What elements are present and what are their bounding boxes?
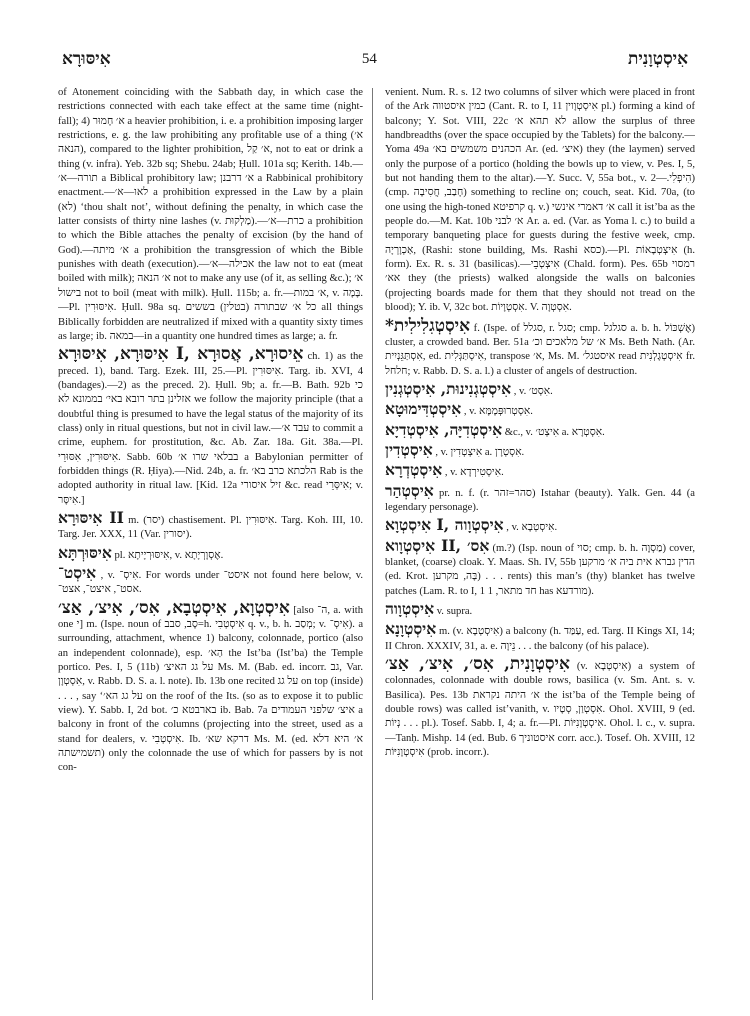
entry-text: venient. Num. R. s. 12 two columns of silver which were placed in front of the Ark כמין איסטווה (Cant. R. to I, 11 אִיסְטְוָוין pl.) forming a kind of balcony; Y. Sot. VIII, 22c לא תהא א׳ allow the surplus of three handbreadths (over the space occupied by the Tablets) for the balcony.—Yoma 49a הכהנים משמשים בא׳ Ar. (ed. איצ׳) they (the laymen) served only the purpose of a portico (holding the bowls up to view, v. Pes. I, 5, but not handing them to the altar).—Y. Succ. V, 55a bot., v. הִיפְלִי.—2) (cmp. חָבַב, חֲסִיבָה) something to recline on; couch, seat. Kid. 70a, (to one using the high-toned קרפיטא q. v.) א׳ דאמרי אינשי call it ist’ba as the people do.—M. Kat. 10b א׳ לבני Ar. a. ed. (Var. as Yoma l. c.) to build a temporary banqueting place for guests during the festive week, cmp. אַכְוָרְיָה, (Rashi: stone building, Ms. Rashi כסא).—Pl. אִיצְטְבָאוֹת (h. form). Ex. R. s. 31 (basilicas).—אִיצְטְבֵי (Chald. form). Pes. 65b רמסוי אא׳ they (the priests) walked alongside the walls on balconies (projecting boards made for them that they should not tread on the blood); Y. ib. V, 32c bot. אִסְטְוָיוֹת. V. אִסְטְוָה. (385, 87, 695, 314)
entry-text: [also ה־, a. with one י] m. (Ispe. noun of סָב, סבב=h. אִיסְטְבִי q. v., b. h. מְסַב; v. אִיסְ־). a surrounding, attachment, whence 1) balcony, colonnade, portico (also an independent colonnade), esp. הַא׳ the Ist’ba (Ist’ba) the Temple portico. Pes. I, 5 (11b) על גג האיצ׳ Ms. M. (Bab. ed. incorr. גב, Var. אִסְטְוָן, v. Rabb. D. S. a. l. note). Ib. 13b one recited על גג on top (inside) . . . , say ‘על גג הא׳ on the roof of the Its. (so as to expose it to public view). Y. Sabb. I, 2d bot. בארבטא כ׳ ib. Bab. 7a איצ׳ שלפני העמודים a balcony in front of the columns (projecting into the street, used as a stand for dealers, v. אִיסְטְבִי. Ib. דרקא שא׳ Ms. M. (ed. א׳ היא דלא תשמישתה) only the colonnade the use of which for passers by is not con- (58, 604, 363, 774)
entry-headword: *אִיסְטְגִלִילִית (385, 315, 471, 336)
dictionary-entry (385, 380, 695, 399)
entry-headword: אִיסְטְוָא, אִיסְטְבָא, אִס׳, אִיצ׳, אַצ׳ (58, 597, 290, 618)
dictionary-entry (385, 655, 695, 760)
running-head-left: אִיסּוּרָא (62, 49, 111, 68)
entry-text: &c., v. אִיצְט׳ a. אִסְטְרָא. (504, 426, 605, 438)
entry-headword: אִיסְטְוָנִית, אִס׳, אִיצ׳, אַצ׳ (385, 654, 570, 675)
entry-text: of Atonement coinciding with the Sabbath day, in which case the restrictions connected with each take effect at the same time (night-fall); 4) א׳ חָמוּר a heavier prohibition, i. e. a prohibition imposing larger restrictions, e. g. the law prohibiting any profitable use of a thing (א׳ הנאה), compared to the lighter prohibition, א׳ קַל, not to eat or drink a thing (v. infra). Yeb. 32b sq; Shebu. 24ab; Ḥull. 101a sq; Kerith. 14b.—תורה—א׳ a Biblical prohibitory law; א׳ דרבנן a Rabbinical prohibitory enactment.—לאו—א׳ a prohibition expressed in the Law by a plain (לא) ‘thou shalt not’, without defining the penalty, in which case the latter consists of thirty nine lashes (v. מַלְקוּת).—כרת—א׳ a prohibition to which the Bible attaches the penalty of excision (by the hand of God).—א׳ מיתה a prohibition the transgression of which the Bible punishes with death (execution).—אכילה—א׳ the law not to eat (meat boiled with milk); א׳ הנאה not to make any use (of it, as selling &c.); א׳ בישול not to boil (meat with milk). Ḥull. 115b; a. fr.—א׳ במות, v. בָּמָה.—Pl. אִיסּוּרִין. Ḥull. 98a sq. כל א׳ שבתורה (בטלין) בששים all things Biblically forbidden are neutralized if mixed with a quantity sixty times as large; ib. במאה—in a quantity one hundred times as large; a. fr. (58, 87, 363, 342)
dictionary-entry (385, 441, 695, 460)
dictionary-entry (385, 400, 695, 419)
entry-headword: אִיסְטְוָנָא (385, 619, 437, 639)
entry-headword: אִיסְטְגְנִינוּת, אִיסְטְגְנִין (385, 378, 512, 398)
page-header (62, 44, 688, 74)
dictionary-entry (58, 544, 363, 563)
entry-headword: אִיסְטְדִּימוּטָא (385, 399, 462, 419)
entry-headword: אִיסְטְדִיָּה, אִיסְטְדִיָא (385, 419, 503, 439)
entry-headword: אִיסּוּרָא, אִיסּוּרָא I, אֵיסוּרָא, אֲסוּרָא (58, 344, 304, 365)
dictionary-entry (385, 600, 695, 619)
entry-text: (m.?) (Isp. noun of סוי; cmp. b. h. מַסְוֶה) cover, blanket, (coarse) cloak. Y. Maas. Sh. IV, 55b הדין גברא אית ביה א׳ מרקען (ed. Krot. בָּה, מקרען) . . . rents) this man’s (thy) blanket has twelve patches (Lam. R. to I, 1 חד מתאר, 1 has מורדעא). (385, 542, 695, 597)
entry-text: m. (v. אִיסְטְבָא) a balcony (h. עַמַּד, ed. Targ. II Kings XI, 14; II Chron. XXXIV, 31, a. e. נֵיוָה . . . the balcony (of his palace). (385, 626, 695, 652)
entry-headword: אִיסְטְוָוא II, אִס׳ (385, 535, 490, 555)
page-number: 54 (361, 50, 377, 67)
dictionary-entry (58, 345, 363, 508)
dictionary-entry (385, 317, 695, 379)
dictionary-entry (385, 461, 695, 480)
entry-text: , v. אִיסְטִירְדָא. (444, 467, 504, 479)
dictionary-entry (385, 620, 695, 654)
entry-headword: אִיסּוּרְתָּא (58, 542, 112, 562)
dictionary-entry (385, 537, 695, 599)
entry-text: , v. אִיצְטְדִין a. אִסְטְרָן. (435, 446, 525, 458)
entry-headword: אִיסּוּרָא II (58, 507, 124, 527)
entry-text: v. supra. (436, 606, 473, 617)
entry-headword: אִיסְטְדְרָא (385, 460, 443, 480)
left-column (58, 86, 363, 1004)
dictionary-entry (385, 421, 695, 440)
dictionary-entry (385, 482, 695, 516)
entry-text: , v. אִיסְטְבָא. (506, 522, 558, 534)
entry-headword: אִיסְט־ (58, 563, 97, 582)
dictionary-entry (385, 516, 695, 535)
dictionary-entry (385, 86, 695, 316)
running-head-right: אִיסְטְוָנִית (627, 49, 688, 68)
entry-text: m. (יסר) chastisement. Pl. אִיסּוּרִין. Targ. Koh. III, 10. Targ. Jer. XXX, 11 (Var. יסורין). (58, 514, 363, 541)
entry-text: , v. אִסְט׳. (513, 385, 553, 397)
dictionary-entry (58, 564, 363, 598)
dictionary-entry (58, 599, 363, 776)
entry-text: ch. 1) as the preced. 1), band. Targ. Ezek. III, 25.—Pl. אִיסּוּרִין. Targ. ib. XVI, 4 (bandages).—2) as the preced. 2). Ḥull. 9b; a. fr.—B. Bath. 92b כי אזלינן בתר רובא באי׳ בממונא לא we follow the majority principle (that a doubtful thing is presumed to have the legal status of the majority of its class) only in ritual questions, but not in civil law.—עבד א׳ to commit a crime, euphem. for prostitution, &c. Ab. Zar. 18a. Git. 38a.—Pl. אִיסּוּרִין, אִסּוּרֵי. Sabb. 60b בבלאי שרו א׳ a Babylonian permitter of forbidden things (R. Ḥiya).—Nid. 24b, a. fr. הלכתא כרב בא׳ Rab is the adopted authority in ritual law. [Kid. 12a זיל איסורי &c. read אִיסְּרֵי; v. אִיסָּר.] (58, 351, 363, 506)
entry-headword: אִיסְטְהַר (385, 480, 434, 500)
entry-text: f. (Ispe. of סגלל, r. סגל; cmp. סגלגל a. b. h. אֶשְׁכּוֹל) cluster, a crowded band. Ber. 51a א׳ של מלאכים וכ׳ Ms. Beth Nath. (Ar. אִסְתַּגֵּנְיִית, ed. אִיסְתַּגְּלִית, transpose א׳, Ms. M. איסטגל׳ read אִיסְטְגָלְנִית fr. חלחל; v. Rabb. D. S. a. l.) a cluster of angels of destruction. (385, 322, 695, 377)
entry-text: (v. אִיסְטְבָא) a system of colonnades, colonnade with double rows, basilica (v. Sm. Ant. s. v. Basilica). Pes. 13b א׳ היתה נקראת the ist’ba of the Temple being of double rows) was called ist’vanith, v. אִסְטְוַן, סְטָיו. Ohol. XVIII, 9 (ed. נְיוֹת . . . pl.). Tosef. Sabb. I, 4; a. fr.—Pl. אִיסְטְוָנִיּוֹת. Ohol. l. c., v. supra.—Tanḥ. Mishp. 14 (ed. Bub. 6 איסטוניך corr. acc.). Tosef. Oh. XVIII, 12 אִיסְטְוָנִיּוֹת (prob. incorr.). (385, 661, 695, 759)
entry-text: , v. אִיסְ־. For words under איסט־ not found here below, v. אסט־, איצט־, אצט־. (58, 570, 363, 596)
entry-text: , v. אִסְטְרוּפְּמָמָּא. (463, 406, 533, 418)
entry-text: pr. n. f. (r. סהר=זהר) Istahar (beauty). Yalk. Gen. 44 (a legendary personage). (385, 487, 695, 513)
entry-text: pl. אִיסּוּרְיָיתָא, v. אֶסְוָרְיָתָא. (114, 549, 224, 561)
entry-headword: אִיסְטְדִין (385, 439, 433, 459)
column-divider (372, 88, 373, 1000)
dictionary-entry (58, 509, 363, 543)
entry-headword: אִיסְטְוָא I, אִיסְטְוָוה (385, 515, 504, 535)
entry-headword: אִיסְטְוָוה (385, 599, 435, 618)
dictionary-entry (58, 86, 363, 344)
right-column (385, 86, 695, 1004)
